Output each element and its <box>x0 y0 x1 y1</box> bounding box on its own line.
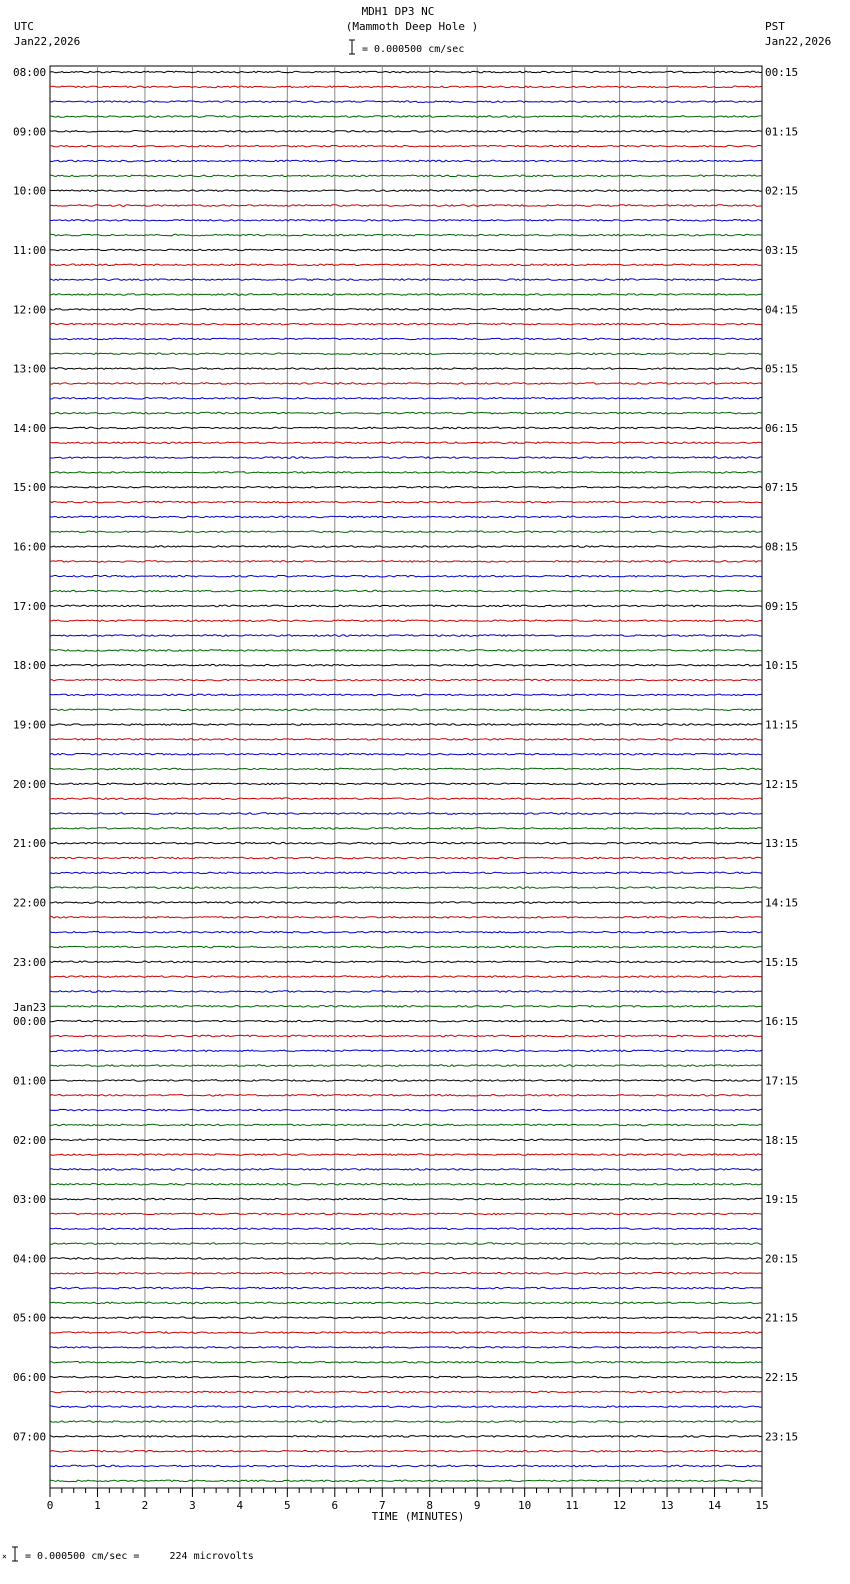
seismic-trace <box>50 442 762 444</box>
utc-hour-label: 05:00 <box>13 1311 47 1325</box>
seismic-trace <box>50 768 762 770</box>
pst-hour-label: 15:15 <box>765 955 799 969</box>
x-tick-label: 1 <box>94 1499 101 1512</box>
seismic-trace <box>50 635 762 637</box>
utc-hour-label: 09:00 <box>13 125 47 139</box>
seismic-trace <box>50 1020 762 1022</box>
seismic-trace <box>50 1228 762 1230</box>
seismic-trace <box>50 724 762 726</box>
seismic-trace <box>50 1287 762 1289</box>
seismic-trace <box>50 976 762 978</box>
trace-group <box>50 71 762 1481</box>
seismic-trace <box>50 486 762 488</box>
seismic-trace <box>50 220 762 222</box>
pst-hour-label: 04:15 <box>765 303 799 317</box>
seismic-trace <box>50 145 762 147</box>
x-tick-label: 9 <box>473 1499 481 1512</box>
seismic-trace <box>50 961 762 963</box>
seismic-trace <box>50 1480 762 1482</box>
utc-hour-label: 08:00 <box>13 66 47 79</box>
seismic-trace <box>50 338 762 340</box>
utc-hour-label: 16:00 <box>13 540 47 554</box>
seismic-trace <box>50 813 762 815</box>
seismic-trace <box>50 931 762 933</box>
seismic-trace <box>50 1347 762 1349</box>
seismic-trace <box>50 368 762 370</box>
utc-hour-labels <box>13 66 46 1443</box>
seismic-trace <box>50 1436 762 1438</box>
pst-hour-label: 21:15 <box>765 1311 799 1325</box>
seismic-trace <box>50 205 762 207</box>
utc-hour-label: 11:00 <box>13 243 47 257</box>
seismic-trace <box>50 605 762 607</box>
seismic-trace <box>50 753 762 755</box>
seismic-trace <box>50 679 762 681</box>
pst-hour-label: 16:15 <box>765 1015 799 1029</box>
pst-hour-labels <box>765 66 798 1443</box>
utc-hour-label: 22:00 <box>13 896 47 910</box>
seismic-trace <box>50 783 762 785</box>
pst-hour-label: 17:15 <box>765 1074 799 1088</box>
utc-hour-label: 23:00 <box>13 955 47 969</box>
seismic-trace <box>50 1272 762 1274</box>
seismic-trace <box>50 1095 762 1097</box>
seismic-trace <box>50 472 762 474</box>
seismic-trace <box>50 101 762 103</box>
seismic-trace <box>50 917 762 919</box>
seismic-trace <box>50 294 762 296</box>
utc-hour-label: 04:00 <box>13 1252 47 1266</box>
seismic-trace <box>50 798 762 800</box>
pst-hour-label: 13:15 <box>765 837 799 851</box>
seismic-trace <box>50 842 762 844</box>
x-axis <box>47 1488 769 1512</box>
seismic-trace <box>50 590 762 592</box>
seismic-trace <box>50 1080 762 1082</box>
x-tick-label: 8 <box>426 1499 434 1512</box>
x-tick-label: 13 <box>660 1499 674 1512</box>
seismic-trace <box>50 1317 762 1319</box>
pst-hour-label: 02:15 <box>765 184 799 198</box>
pst-hour-label: 07:15 <box>765 481 799 495</box>
seismic-trace <box>50 1184 762 1186</box>
seismic-trace <box>50 1198 762 1200</box>
seismic-trace <box>50 1465 762 1467</box>
utc-hour-label: 14:00 <box>13 421 47 435</box>
x-tick-label: 0 <box>46 1499 54 1512</box>
seismic-trace <box>50 872 762 874</box>
left-date-label: Jan22,2026 <box>14 35 81 48</box>
pst-hour-label: 19:15 <box>765 1193 799 1207</box>
pst-hour-label: 09:15 <box>765 599 799 613</box>
seismic-trace <box>50 1050 762 1052</box>
utc-hour-label: 01:00 <box>13 1074 47 1088</box>
x-tick-label: 2 <box>141 1499 149 1512</box>
x-tick-label: 3 <box>189 1499 196 1512</box>
seismic-trace <box>50 946 762 948</box>
pst-hour-label: 08:15 <box>765 540 799 554</box>
seismic-trace <box>50 309 762 311</box>
seismic-trace <box>50 71 762 73</box>
pst-hour-label: 00:15 <box>765 66 799 79</box>
seismic-trace <box>50 501 762 503</box>
x-tick-label: 15 <box>755 1499 769 1512</box>
x-tick-label: 14 <box>707 1499 722 1512</box>
seismic-trace <box>50 531 762 533</box>
x-tick-label: 10 <box>518 1499 532 1512</box>
footer-scale-bar-icon <box>12 1547 18 1561</box>
seismic-trace <box>50 1406 762 1408</box>
seismic-trace <box>50 1391 762 1393</box>
seismic-trace <box>50 902 762 904</box>
seismic-trace <box>50 1065 762 1067</box>
seismic-trace <box>50 650 762 652</box>
seismic-trace <box>50 1169 762 1171</box>
seismic-trace <box>50 991 762 993</box>
seismic-trace <box>50 175 762 177</box>
utc-hour-label: 10:00 <box>13 184 47 198</box>
left-zone-label: UTC <box>14 20 34 33</box>
seismic-trace <box>50 1124 762 1126</box>
pst-hour-label: 06:15 <box>765 421 799 435</box>
utc-hour-label: 07:00 <box>13 1430 47 1444</box>
pst-hour-label: 05:15 <box>765 362 799 376</box>
seismic-trace <box>50 1243 762 1245</box>
seismic-trace <box>50 620 762 622</box>
seismic-trace <box>50 857 762 859</box>
seismic-trace <box>50 1302 762 1304</box>
seismic-trace <box>50 561 762 563</box>
utc-hour-label: 12:00 <box>13 303 47 317</box>
seismic-trace <box>50 1213 762 1215</box>
pst-hour-label: 01:15 <box>765 125 799 139</box>
x-axis-label: TIME (MINUTES) <box>371 1510 465 1523</box>
seismic-trace <box>50 383 762 385</box>
seismic-trace <box>50 353 762 355</box>
seismic-trace <box>50 1006 762 1008</box>
pst-hour-label: 03:15 <box>765 243 799 257</box>
seismic-trace <box>50 279 762 281</box>
seismic-trace <box>50 516 762 518</box>
seismic-trace <box>50 546 762 548</box>
x-tick-label: 11 <box>565 1499 579 1512</box>
x-tick-label: 12 <box>612 1499 627 1512</box>
seismic-trace <box>50 398 762 400</box>
scale-bar-icon <box>349 40 355 54</box>
utc-hour-label: 20:00 <box>13 777 47 791</box>
x-tick-label: 6 <box>331 1499 339 1512</box>
seismic-trace <box>50 1139 762 1141</box>
footer-marker: × <box>2 1552 7 1561</box>
utc-date-label: Jan23 <box>13 1001 47 1015</box>
seismic-trace <box>50 664 762 666</box>
pst-hour-label: 12:15 <box>765 777 799 791</box>
seismic-trace <box>50 1258 762 1260</box>
pst-hour-label: 23:15 <box>765 1430 799 1444</box>
seismic-trace <box>50 1421 762 1423</box>
utc-hour-label: 03:00 <box>13 1193 47 1207</box>
station-subtitle: (Mammoth Deep Hole ) <box>345 20 479 33</box>
utc-hour-label: 06:00 <box>13 1371 47 1385</box>
pst-hour-label: 18:15 <box>765 1133 799 1147</box>
pst-hour-label: 22:15 <box>765 1371 799 1385</box>
station-title: MDH1 DP3 NC <box>361 5 435 18</box>
seismic-trace <box>50 234 762 236</box>
seismic-trace <box>50 1450 762 1452</box>
seismic-trace <box>50 1035 762 1037</box>
x-tick-label: 7 <box>378 1499 386 1512</box>
seismic-trace <box>50 1376 762 1378</box>
utc-hour-label: 19:00 <box>13 718 47 732</box>
seismic-trace <box>50 457 762 459</box>
seismic-trace <box>50 1109 762 1111</box>
utc-hour-label: 21:00 <box>13 837 47 851</box>
seismic-trace <box>50 694 762 696</box>
x-tick-label: 4 <box>236 1499 244 1512</box>
seismic-trace <box>50 116 762 118</box>
seismic-trace <box>50 739 762 741</box>
seismic-trace <box>50 575 762 577</box>
seismic-trace <box>50 1154 762 1156</box>
utc-hour-label: 15:00 <box>13 481 47 495</box>
seismic-trace <box>50 249 762 251</box>
utc-hour-label: 18:00 <box>13 659 47 673</box>
seismic-trace <box>50 264 762 266</box>
pst-hour-label: 20:15 <box>765 1252 799 1266</box>
seismic-trace <box>50 86 762 88</box>
seismic-trace <box>50 190 762 192</box>
right-zone-label: PST <box>765 20 785 33</box>
seismic-trace <box>50 131 762 133</box>
utc-hour-label: 00:00 <box>13 1015 47 1029</box>
x-tick-label: 5 <box>284 1499 291 1512</box>
pst-hour-label: 10:15 <box>765 659 799 673</box>
seismic-trace <box>50 1332 762 1334</box>
seismic-trace <box>50 323 762 325</box>
seismic-trace <box>50 160 762 162</box>
pst-hour-label: 11:15 <box>765 718 799 732</box>
utc-hour-label: 17:00 <box>13 599 47 613</box>
seismic-trace <box>50 1361 762 1363</box>
seismic-trace <box>50 427 762 429</box>
seismic-trace <box>50 412 762 414</box>
seismic-trace <box>50 887 762 889</box>
seismic-trace <box>50 828 762 830</box>
right-date-label: Jan22,2026 <box>765 35 832 48</box>
utc-hour-label: 02:00 <box>13 1133 47 1147</box>
scale-text: = 0.000500 cm/sec <box>362 44 465 55</box>
footer-scale-note: = 0.000500 cm/sec = 224 microvolts <box>25 1551 254 1562</box>
seismic-trace <box>50 709 762 711</box>
pst-hour-label: 14:15 <box>765 896 799 910</box>
utc-hour-label: 13:00 <box>13 362 47 376</box>
